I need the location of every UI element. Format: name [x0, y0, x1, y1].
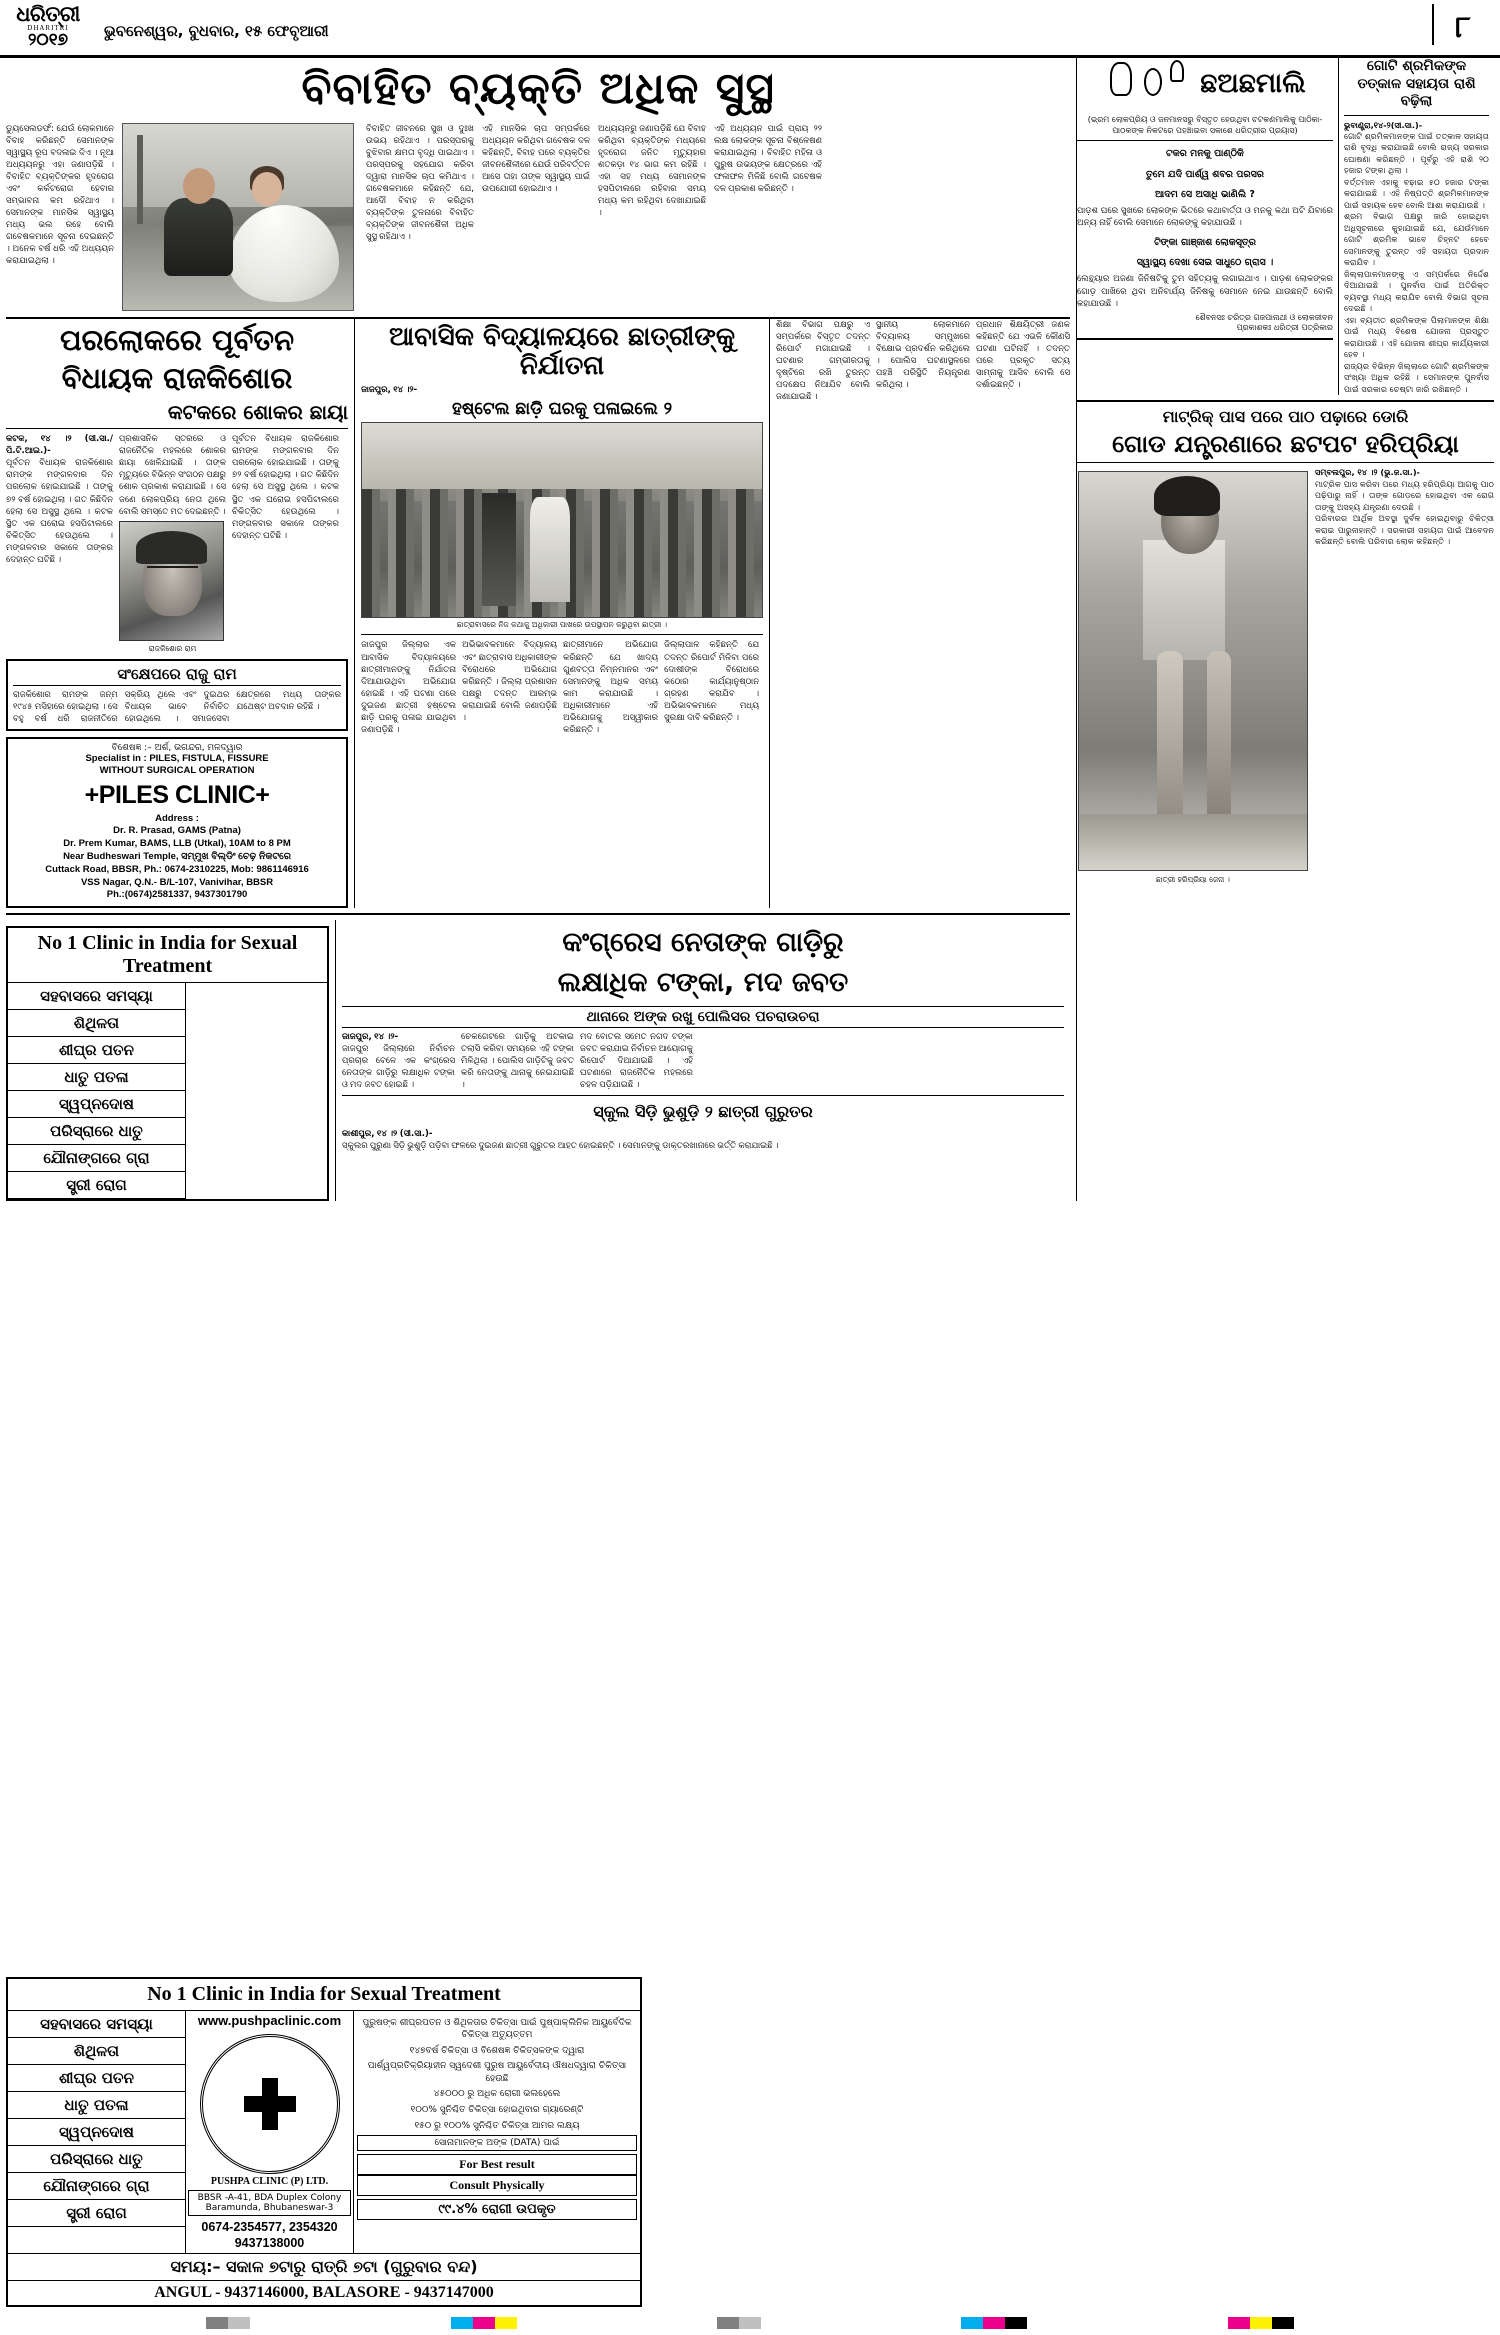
- colorbar-seg-cyan: [451, 2317, 473, 2329]
- story2-summary-box: [6, 659, 348, 731]
- cartoon-title: ଛଅଛମାଲି: [1200, 68, 1306, 99]
- right-news-dateline: ଭୁବାଣ୍ଡ୍ରା,୧୪-୨(ସୀ.ସା.)-: [1344, 119, 1423, 130]
- story5-headline-line2: ଲକ୍ଷାଧିକ ଟଙ୍କା, ମଦ ଜବତ: [557, 966, 849, 998]
- pushpa-phone2: 9437138000: [234, 2235, 305, 2250]
- story5-col2: ଚେକଗେଟରେ ଗାଡ଼ିକୁ ଅଟକାଇ ତଲାସି କରିବା ସମୟରେ ଏହି ଟଙ୍କା ମିଳିଥିଲା । ପୋଲିସ ଗାଡ଼ିଟିକୁ ଜବତ କରି ନେତାଙ୍କୁ ଥାନାକୁ ନେଇଯାଇଛି ।: [461, 1031, 574, 1090]
- story5-subheadline: ଥାନାରେ ଅଙ୍କ ରଖୁ ପୋଲିସର ପଚରାଉଚରା: [342, 1006, 1064, 1028]
- right-news-p6: ରାଜ୍ୟର ବିଭିନ୍ନ ଜିଲ୍ଲାରେ ଗୋଟି ଶ୍ରମିକଙ୍କ ସଂଖ୍ୟା ଅଧିକ ରହିଛି । ସେମାନଙ୍କ ପୁନର୍ବାସ ପାଇଁ ସରକାର ଚେଷ୍ଟା ଜାରି ରଖିଛନ୍ତି ।: [1344, 360, 1489, 394]
- story6-col1: ମାଟ୍ରିକ ପାସ କରିବା ପରେ ମଧ୍ୟ ହରିପ୍ରିୟା ଆଗକୁ ପାଠ ପଢ଼ିପାରୁ ନାହିଁ । ତାଙ୍କ ଗୋଡ଼ରେ ହୋଇଥିବା ଏକ ରୋଗ ତାଙ୍କୁ ଅସହ୍ୟ ଯନ୍ତ୍ରଣା ଦେଉଛି ।: [1315, 478, 1494, 512]
- color-registration-bar: [6, 2315, 1494, 2331]
- pushpa-main-service-1: ଶିଥିଳତା: [8, 2038, 185, 2065]
- bottom-block: [6, 920, 1070, 1201]
- piles-address-4: Cuttack Road, BBSR, Ph.: 0674-2310225, Mob: 9861146916: [45, 863, 309, 875]
- pushpa-note5: ୧୦୦% ସୁନିଶ୍ଚିତ ଚିକିତ୍ସା ହୋଇଥିବାର ଗ୍ୟାରେଣ୍ଟି: [410, 2105, 584, 2116]
- story6-dateline: ସମ୍ବଲପୁର, ୧୪ ।୨ (ଭୁ.ଜ.ସା.)-: [1315, 467, 1420, 478]
- story1-col5: ଏହି ଅଧ୍ୟୟନ ପାଇଁ ପ୍ରାୟ ୨୨ ଲକ୍ଷ ଲୋକଙ୍କ ସୂଚନା ବିଶ୍ଳେଷଣ କରାଯାଇଥିଲା । ବିବାହିତ ମହିଳା ଓ ପୁରୁଷ ଉଭୟଙ୍କ କ୍ଷେତ୍ରରେ ଏହି ଫଳାଫଳ ମିଳିଛି ବୋଲି ଗବେଷକ ଦଳ ପ୍ରକାଶ କରିଛନ୍ତି ।: [714, 123, 822, 194]
- story6-top-headline: ମାଟ୍ରିକ୍ ପାସ ପରେ ପାଠ ପଢ଼ାରେ ଡୋରି: [1162, 407, 1409, 427]
- pushpa-address: BBSR -A-41, BDA Duplex Colony Baramunda, Bhubaneswar-3: [188, 2190, 351, 2216]
- masthead-place-date: ଭୁବନେଶ୍ୱର, ବୁଧବାର, ୧୫ ଫେବୃଆରୀ: [104, 22, 329, 40]
- pushpa-timing: ସମୟ:– ସକାଳ ୭ଟାରୁ ରାତ୍ରି ୭ଟା (ଗୁରୁବାର ବନ୍ଦ): [8, 2253, 640, 2280]
- right-news-headline: ଗୋଟି ଶ୍ରମିକଙ୍କ ତତ୍କାଳ ସହାୟତା ରାଶି ବଢ଼ିଲା: [1357, 58, 1476, 109]
- piles-address-2: Dr. Prem Kumar, BAMS, LLB (Utkal), 10AM to 8 PM: [63, 838, 291, 850]
- pushpa-service-5: ପରିସ୍ରାରେ ଧାତୁ: [8, 1118, 185, 1145]
- main-column: [6, 58, 1076, 1201]
- story5-small-text: ସ୍କୁଲର ପୁରୁଣା ସିଡ଼ି ଭୁଶୁଡ଼ି ପଡ଼ିବା ଫଳରେ ଦୁଇଜଣ ଛାତ୍ରୀ ଗୁରୁତର ଆହତ ହୋଇଛନ୍ତି । ସେମାନଙ୍କୁ ଡାକ୍ତରଖାନାରେ ଭର୍ତ୍ତି କରାଯାଇଛି ।: [342, 1141, 779, 1152]
- pushpa-data-line: ସୋନାମାନଙ୍କ ଅଙ୍କ (DATA) ପାଇଁ: [357, 2135, 637, 2151]
- pushpa-note6: ୧୫୦ ରୁ ୧୦୦% ସୁନିଶ୍ଚିତ ଚିକିତ୍ସା ଆମର ଲକ୍ଷ୍ୟ: [414, 2120, 580, 2131]
- story2-box-text: ରାଜକିଶୋର ରାମଙ୍କ ଜନ୍ମ ୧୯୪୫ ମସିହାରେ ହୋଇଥିଲା । ସେ ବହୁ ବର୍ଷ ଧରି ରାଜନୀତିରେ ସକ୍ରିୟ ଥିଲେ ଏବଂ ଦୁଇଥର ବିଧାୟକ ଭାବେ ନିର୍ବାଚିତ ହୋଇଥିଲେ । ସମାଜସେବା କ୍ଷେତ୍ରରେ ମଧ୍ୟ ତାଙ୍କର ଯଥେଷ୍ଟ ଅବଦାନ ରହିଛି ।: [13, 689, 342, 724]
- logo-name: ଧରିତ୍ରୀ: [16, 2, 80, 26]
- masthead: [0, 0, 1500, 58]
- colorbar-seg-magenta3: [1228, 2317, 1250, 2329]
- cartoon-poem2-line2: ସ୍ୱାସ୍ଥ୍ୟ ଦେଖା ସେଇ ସାଧୁଠେ ଗ୍ରାସ ।: [1136, 257, 1274, 268]
- ad-pushpa-clinic[interactable]: [6, 926, 329, 1201]
- piles-specialist-en-1: Specialist in : PILES, FISTULA, FISSURE: [85, 752, 269, 764]
- cartoon-poem-line1: ଟକର ମନକୁ ପାଣ୍ଠିକି: [1166, 148, 1244, 160]
- right-news-p1: ଗୋଟି ଶ୍ରମିକମାନଙ୍କ ପାଇଁ ତତ୍କାଳ ସହାୟତା ରାଶି ବୃଦ୍ଧି କରାଯାଇଛି ବୋଲି ରାଜ୍ୟ ସରକାର ଘୋଷଣା କରିଛନ୍ତି । ପୂର୍ବରୁ ଏହି ରାଶି ୨୦ ହଜାର ଟଙ୍କା ଥିଲା ।: [1344, 130, 1489, 176]
- pushpa-note3: ପାର୍ଶ୍ୱପ୍ରତିକ୍ରିୟାହୀନ ସ୍ୱଦେଶୀ ପୁରୁଷ ଆୟୁର୍ବେଦୀୟ ଔଷଧଦ୍ୱାରା ଚିକିତ୍ସା ହେଉଛି: [367, 2061, 627, 2084]
- cartoon-body2: ଲେନ୍ଥ୍ୟାର ଅଜଣା ଜିନିଷଟିକୁ ତୁମ ସହିତ୍ୟକୁ ଲଗାଇଥାଏ । ପାଡ଼ଶ ଲୋକଙ୍କର ଗୋଡ଼ ପାଖିରେ ଥିବା ଅନିବାର୍ଯ୍ୟ ଜିନିଷକୁ ସେମାନେ ନେଇ ଯାଉଛନ୍ତି ବୋଲି କହାଯାଉଛି ।: [1077, 274, 1333, 309]
- story2-headline-line2: ବିଧାୟକ ରାଜକିଶୋର: [61, 361, 293, 396]
- pushpa-service-0: ସହବାସରେ ସମସ୍ୟା: [8, 983, 185, 1010]
- story-haripriya-leg-pain: [1077, 400, 1494, 885]
- cartoon-poem2-line1: ଟିଙ୍କା ଗାଞ୍ଜାଶ ଲୋକସୂତ୍ର: [1154, 236, 1256, 248]
- pushpa-seal-name: PUSHPA CLINIC (P) LTD.: [210, 2175, 329, 2187]
- pushpa-service-6: ଯୌନାଙ୍ଗରେ ଗ୍ରା: [8, 1145, 185, 1172]
- story2-col2: ପ୍ରଶାସନିକ ସ୍ତରରେ ଓ ରାଜନୈତିକ ମହଲରେ ଶୋକର ଛାୟା ଖେଳିଯାଇଛି । ତାଙ୍କ ମୃତ୍ୟୁରେ ବିଭିନ୍ନ ସଂଗଠନ ପକ୍ଷରୁ ଶୋକ ପ୍ରକାଶ କରାଯାଇଛି । ସେ ଜଣେ ଲୋକପ୍ରିୟ ନେତା ଥିଲେ ବୋଲି ସମସ୍ତେ ମତ ଦେଇଛନ୍ତି ।: [119, 434, 226, 517]
- column-chhaa-chhamali: [1077, 58, 1339, 395]
- colorbar-seg-magenta: [473, 2317, 495, 2329]
- pushpa-best-line2: Consult Physically: [357, 2175, 637, 2196]
- story2-subheadline: କଟକରେ ଶୋକର ଛାୟା: [167, 400, 349, 425]
- pushpa-main-service-4: ସ୍ୱପ୍ନଦୋଷ: [8, 2119, 185, 2146]
- pushpa-service-1: ଶିଥିଳତା: [8, 1010, 185, 1037]
- pushpa-service-4: ସ୍ୱପ୍ନଦୋଷ: [8, 1091, 185, 1118]
- story3-headline: ଆବାସିକ ବିଦ୍ୟାଳୟରେ ଛାତ୍ରୀଙ୍କୁ ନିର୍ଯାତନା: [388, 321, 736, 382]
- pushpa-main-service-2: ଶୀଘ୍ର ପତନ: [8, 2065, 185, 2092]
- pushpa-main-service-3: ଧାତୁ ପତଳା: [8, 2092, 185, 2119]
- story-married-people-healthier: [6, 64, 1070, 319]
- story4-col2: ସ୍ଥାନୀୟ ଲୋକମାନେ ବିଦ୍ୟାଳୟ ସମ୍ମୁଖରେ ବିକ୍ଷୋଭ ପ୍ରଦର୍ଶନ କରିଥିଲେ । ପୋଲିସ ଘଟଣାସ୍ଥଳରେ ପହଞ୍ଚି ପରିସ୍ଥିତି ନିୟନ୍ତ୍ରଣ କରିଥିଲା ।: [876, 319, 970, 390]
- right-news-p5: ଏହା ବ୍ୟତୀତ ଶ୍ରମିକଙ୍କ ପିଲାମାନଙ୍କ ଶିକ୍ଷା ପାଇଁ ମଧ୍ୟ ବିଶେଷ ଯୋଜନା ପ୍ରସ୍ତୁତ କରାଯାଉଛି । ଏହି ଯୋଜନା ଶୀଘ୍ର କାର୍ଯ୍ୟକାରୀ ହେବ ।: [1344, 314, 1489, 360]
- pushpa-percent: ୯୯.୪% ରୋଗୀ ଉପକୃତ: [357, 2199, 637, 2220]
- medical-cross-icon: [244, 2078, 296, 2130]
- cartoon-poem-line3: ଆଦମ ସେ ଅସାଧି ଭାଣିଲି ?: [1155, 188, 1255, 200]
- story1-col2: ବିବାହିତ ଜୀବନରେ ସୁଖ ଓ ଦୁଃଖ ଉଭୟ ରହିଥାଏ । ପରସ୍ପରକୁ ବୁଝିବାର କ୍ଷମତା ବୃଦ୍ଧି ପାଇଥାଏ । ପରସ୍ପରକୁ ସହଯୋଗ କରିବା ଦ୍ୱାରା ମାନସିକ ଚାପ କମିଥାଏ । ଗବେଷକମାନେ କହିଛନ୍ତି ଯେ, ଆଦୌ ବିବାହ ନ କରିଥିବା ବ୍ୟକ୍ତିଙ୍କ ତୁଳନାରେ ବିବାହିତ ବ୍ୟକ୍ତିଙ୍କ ଜୀବନଶୈଳୀ ଅଧିକ ସୁସ୍ଥ ରହିଥାଏ ।: [366, 123, 474, 243]
- pushpa-main-service-6: ଯୌନାଙ୍ଗରେ ଗ୍ରା: [8, 2173, 185, 2200]
- story2-dateline: କଟକ, ୧୪ ।୨ (ସୀ.ସା./ପି.ଟି.ଆଇ.)-: [6, 434, 113, 457]
- pushpa-services-main: [8, 2011, 186, 2254]
- piles-specialist-en-2: WITHOUT SURGICAL OPERATION: [99, 765, 255, 777]
- right-news-p4: ଜିଲ୍ଲାପାଳମାନଙ୍କୁ ଏ ସମ୍ପର୍କରେ ନିର୍ଦ୍ଦେଶ ଦିଆଯାଇଛି । ପୁନର୍ବାସ ପାଇଁ ଅତିରିକ୍ତ ବ୍ୟବସ୍ଥା ମଧ୍ୟ କରାଯିବ ବୋଲି ବିଭାଗ ସୂଚନା ଦେଇଛି ।: [1344, 268, 1489, 314]
- story5-dateline: ଜାଜପୁର, ୧୪ ।୨-: [342, 1031, 399, 1042]
- pushpa-phone1: 0674-2354577, 2354320: [201, 2219, 338, 2234]
- story5-headline-line1: କଂଗ୍ରେସ ନେତାଙ୍କ ଗାଡ଼ିରୁ: [562, 927, 844, 959]
- cartoon-credit1: ଶୈବନସଃ ଚରିତ୍ର ଗଜପାନାଥୀ ଓ ଲୋକଜୀବନ: [1195, 313, 1333, 323]
- pushpa-services-list: [8, 983, 186, 1199]
- story3-col3: ଛାତ୍ରୀମାନେ ଅଭିଯୋଗ କରିଛନ୍ତି ଯେ ଖାଦ୍ୟ ଗୁଣବତ୍ତା ନିମ୍ନମାନର ଏବଂ ସେମାନଙ୍କୁ ଅଧିକ ସମୟ କାମ କରାଯାଉଛି । ଅଧିକାରୀମାନେ ଏହି ଅଭିଯୋଗକୁ ଅସ୍ୱୀକାର କରିଛନ୍ତି ।: [563, 640, 659, 735]
- ad-piles-clinic[interactable]: [6, 737, 348, 908]
- story3-photo-hostel-students: [361, 422, 763, 618]
- cartoon-illustration: [1104, 58, 1194, 110]
- story3-dateline: ଜାଜପୁର, ୧୪ ।୨-: [361, 385, 418, 396]
- story1-photo-wedding-couple: [122, 123, 354, 311]
- page-body: [0, 58, 1500, 1201]
- logo-year: ୨୦୧୭: [27, 30, 69, 50]
- middle-block: [6, 319, 1070, 909]
- piles-specialist-odia: ବିଶେଷଜ୍ଞ :– ଅର୍ଶ, ଭଗନ୍ଦର, ମଳଦ୍ୱାର: [111, 742, 243, 753]
- colorbar-seg-gray2: [228, 2317, 250, 2329]
- story6-main-headline: ଗୋଡ ଯନ୍ତ୍ରଣାରେ ଛଟପଟ ହରିପ୍ରିୟା: [1112, 430, 1459, 459]
- colorbar-seg-cyan2: [961, 2317, 983, 2329]
- story-bonded-labour-aid: [1339, 58, 1489, 395]
- story2-portrait-photo: [119, 521, 224, 641]
- story2-col3: ପୂର୍ବତନ ବିଧାୟକ ରାଜକିଶୋର ରାମଙ୍କ ମଙ୍ଗଳବାର ଦିନ ପରଲୋକ ହୋଇଯାଇଛି । ତାଙ୍କୁ ୭୨ ବର୍ଷ ହୋଇଥିଲା । ଗତ କିଛିଦିନ ହେଲା ସେ ଅସୁସ୍ଥ ଥିଲେ । କଟକ ସ୍ଥିତ ଏକ ଘରୋଇ ହସପିଟାଲରେ ଚିକିତ୍ସିତ ହେଉଥିଲେ । ମଙ୍ଗଳବାର ସକାଳେ ତାଙ୍କର ଦେହାନ୍ତ ଘଟିଛି ।: [232, 434, 339, 541]
- colorbar-seg-gray4: [739, 2317, 761, 2329]
- story4-col3: ପ୍ରଧାନ ଶିକ୍ଷୟିତ୍ରୀ ଜଣକ କହିଛନ୍ତି ଯେ ଏଭଳି କୌଣସି ଘଟଣା ଘଟିନାହିଁ । ତଦନ୍ତ ପରେ ପ୍ରକୃତ ସତ୍ୟ ସାମ୍ନାକୁ ଆସିବ ବୋଲି ସେ ଦର୍ଶାଇଛନ୍ତି ।: [976, 319, 1070, 390]
- story6-photo-caption: ଛାତ୍ରୀ ହରିପ୍ରିୟା ଜେନା ।: [1156, 875, 1230, 885]
- cartoon-note: (ଭ୍ରମ ଲୋକପ୍ରିୟ ଓ ଜନମାନସରୁ ବିସ୍ତୃତ ହେଉଥିବା ଚଟକଣମାଲିକୁ ପାଠିକା-ପାଠକଙ୍କ ନିକଟରେ ପହଞ୍ଚାଇବା ସକାଶେ ଧରିତ୍ରୀର ପ୍ରୟାସ): [1087, 115, 1323, 136]
- colorbar-seg-black: [1005, 2317, 1027, 2329]
- story5-col3: ମଦ ବୋତଲ ସମେତ ନଗଦ ଟଙ୍କା ଜବତ କରାଯାଇ ନିର୍ବାଚନ ଆୟୋଗକୁ ରିପୋର୍ଟ ଦିଆଯାଇଛି । ଏହି ଘଟଣାରେ ରାଜନୈତିକ ମହଲରେ ଚହଳ ପଡ଼ିଯାଇଛି ।: [580, 1031, 693, 1090]
- story1-col1: ଡ୍ୟୁସେଲଡର୍ଫ: ଯେଉଁ ଲୋକମାନେ ବିବାହ କରିଛନ୍ତି ସେମାନଙ୍କ ସ୍ୱାସ୍ଥ୍ୟ ରୂପ ବଦଳାଇ ଦିଏ । ନୂଆ ଅଧ୍ୟୟନରୁ ଏହା ଜଣାପଡ଼ିଛି । ବିବାହିତ ବ୍ୟକ୍ତିଙ୍କର ହୃଦରୋଗ ଏବଂ କର୍କଟରୋଗ ହେବାର ସମ୍ଭାବନା କମ ରହିଥାଏ । ସେମାନଙ୍କ ମାନସିକ ସ୍ୱାସ୍ଥ୍ୟ ମଧ୍ୟ ଭଲ ରହେ ବୋଲି ଗବେଷକମାନେ ସୂଚନା ଦେଇଛନ୍ତି । ଅନେକ ବର୍ଷ ଧରି ଏହି ଅଧ୍ୟୟନ କରାଯାଇଥିଲା ।: [6, 123, 114, 267]
- piles-address-1: Dr. R. Prasad, GAMS (Patna): [113, 825, 241, 837]
- story2-col1: ପୂର୍ବତନ ବିଧାୟକ ରାଜକିଶୋର ରାମଙ୍କ ମଙ୍ଗଳବାର ଦିନ ପରଲୋକ ହୋଇଯାଇଛି । ତାଙ୍କୁ ୭୨ ବର୍ଷ ହୋଇଥିଲା । ଗତ କିଛିଦିନ ହେଲା ସେ ଅସୁସ୍ଥ ଥିଲେ । କଟକ ସ୍ଥିତ ଏକ ଘରୋଇ ହସପିଟାଲରେ ଚିକିତ୍ସିତ ହେଉଥିଲେ । ମଙ୍ଗଳବାର ସକାଳେ ତାଙ୍କର ଦେହାନ୍ତ ଘଟିଛି ।: [6, 458, 113, 565]
- pushpa-service-3: ଧାତୁ ପତଳା: [8, 1064, 185, 1091]
- page-number: ୮: [1432, 4, 1492, 45]
- story2-photo-caption: ରାଜକିଶୋର ରାମ: [148, 643, 197, 653]
- newspaper-logo: [8, 4, 88, 49]
- story1-col4: ଅଧ୍ୟୟନରୁ ଜଣାପଡ଼ିଛି ଯେ ବିବାହ କରିଥିବା ବ୍ୟକ୍ତିଙ୍କ ମଧ୍ୟରେ ହୃଦରୋଗ ଜନିତ ମୃତ୍ୟୁହାର ଶତକଡ଼ା ୧୪ ଭାଗ କମ ରହିଛି । ଏହା ସହ ମଧ୍ୟ ସେମାନଙ୍କ ହସପିଟାଲରେ ରହିବାର ସମୟ ମଧ୍ୟ କମ ରହିଥିବା ଦେଖାଯାଇଛି ।: [598, 123, 706, 219]
- story3-col2: ଅଭିଭାବକମାନେ ବିଦ୍ୟାଳୟ ଏବଂ ଛାତ୍ରାବାସ ଅଧିକାରୀଙ୍କ ବିରୋଧରେ ଅଭିଯୋଗ କରିଛନ୍ତି । ଜିଲ୍ଲା ପ୍ରଶାସନ ପକ୍ଷରୁ ତଦନ୍ତ ଆରମ୍ଭ କରାଯାଇଛି ବୋଲି ଜଣାପଡ଼ିଛି ।: [462, 640, 558, 723]
- right-news-p3: ଶ୍ରମ ବିଭାଗ ପକ୍ଷରୁ ଜାରି ହୋଇଥିବା ଅଧିସୂଚନାରେ କୁହାଯାଇଛି ଯେ, ଯେଉଁମାନେ ଗୋଟି ଶ୍ରମିକ ଭାବେ ଚିହ୍ନଟ ହେବେ ସେମାନଙ୍କୁ ତୁରନ୍ତ ଏହି ସହାୟତା ପ୍ରଦାନ କରାଯିବ ।: [1344, 211, 1489, 268]
- story3-photo-caption: ଛାତ୍ରାବାସରେ ନିଜ କଥାକୁ ଅଧିକାରୀ ପାଖରେ ଉପସ୍ଥାପନ କରୁଥିବା ଛାତ୍ରୀ ।: [457, 620, 668, 630]
- pushpa-seal-logo: [200, 2034, 340, 2174]
- piles-address-5: VSS Nagar, Q.N.- B/L-107, Vanivihar, BBSR: [80, 876, 274, 888]
- story-congress-leader-cash-seized: [342, 926, 1064, 1152]
- right-news-p2: ବର୍ତ୍ତମାନ ଏହାକୁ ବଢ଼ାଇ ୫୦ ହଜାର ଟଙ୍କା କରାଯାଇଛି । ଏହି ନିଷ୍ପତ୍ତି ଶ୍ରମିକମାନଙ୍କ ପାଇଁ ସହାୟକ ହେବ ବୋଲି ଆଶା କରାଯାଉଛି ।: [1344, 176, 1489, 210]
- pushpa-note4: ୪୫୦୦୦ ରୁ ଅଧିକ ରୋଗୀ ଭଲହେଲେ: [433, 2089, 561, 2100]
- pushpa-title: No 1 Clinic in India for Sexual Treatment: [8, 928, 327, 983]
- colorbar-seg-gray1: [206, 2317, 228, 2329]
- ad-column-left: [6, 920, 336, 1201]
- pushpa-website[interactable]: www.pushpaclinic.com: [197, 2012, 342, 2028]
- colorbar-seg-yellow2: [1250, 2317, 1272, 2329]
- cartoon-poem-line2: ତୁମେ ଯଦି ପାର୍ଶ୍ୱ ଶବର ପରସର: [1145, 168, 1265, 180]
- colorbar-seg-magenta2: [983, 2317, 1005, 2329]
- story3-col4: ଜିଲ୍ଲାପାଳ କହିଛନ୍ତି ଯେ ତଦନ୍ତ ରିପୋର୍ଟ ମିଳିବା ପରେ ଦୋଷୀଙ୍କ ବିରୋଧରେ କଠୋର କାର୍ଯ୍ୟାନୁଷ୍ଠାନ ଗ୍ରହଣ କରାଯିବ । ଅଭିଭାବକମାନେ ମଧ୍ୟ ସୁରକ୍ଷା ଦାବି କରିଛନ୍ତି ।: [664, 640, 760, 723]
- story3-col1: ଜାଜପୁର ଜିଲ୍ଲାର ଏକ ଆବାସିକ ବିଦ୍ୟାଳୟରେ ଛାତ୍ରୀମାନଙ୍କୁ ନିର୍ଯାତନା ଦିଆଯାଉଥିବା ଅଭିଯୋଗ ହୋଇଛି । ଏହି ଘଟଣା ପରେ ଦୁଇଜଣ ଛାତ୍ରୀ ହଷ୍ଟେଲ ଛାଡ଼ି ଘରକୁ ପଳାଇ ଯାଇଥିବା ଜଣାପଡ଼ିଛି ।: [361, 640, 457, 735]
- story6-col2: ପରିବାରର ଆର୍ଥିକ ଅବସ୍ଥା ଦୁର୍ବଳ ହୋଇଥିବାରୁ ଚିକିତ୍ସା କରାଇ ପାରୁନାହାନ୍ତି । ସରକାରୀ ସହାୟତା ପାଇଁ ଆବେଦନ କରିଛନ୍ତି ବୋଲି ପରିବାର ଲୋକ କହିଛନ୍ତି ।: [1315, 513, 1494, 547]
- cartoon-body1: ପାଡ଼ଶ ଘରେ ସୁଖରେ ଲୋକଙ୍କ ଭିତରେ କଥାବାର୍ତ୍ତା ଓ ମନକୁ କଥା ଅଟି ଯିବାରେ ଅନ୍ୟ ନାହିଁ ବୋଲି ସେମାନେ ଲୋକଙ୍କୁ କହାଯାଉଛି ।: [1077, 206, 1333, 229]
- colorbar-seg-gray3: [717, 2317, 739, 2329]
- pushpa-branches: ANGUL - 9437146000, BALASORE - 9437147000: [8, 2280, 640, 2305]
- story5-small-dateline: କାଶୀପୁର, ୧୪ ।୨ (ସୀ.ସା.)-: [342, 1129, 433, 1139]
- ad-pushpa-full[interactable]: [6, 1971, 642, 2308]
- right-column: [1076, 58, 1494, 1201]
- piles-address-3: Near Budheswari Temple, ସମ୍ମୁଖ ବିଲ୍ଡିଂ ଚେଢ଼ ନିକଟରେ: [63, 850, 291, 862]
- pushpa-main-service-7: ସ୍ତ୍ରୀ ରୋଗ: [8, 2200, 185, 2227]
- pushpa-note1: ପୁରୁଷଙ୍କ ଶୀଘ୍ରପତନ ଓ ଶିଥିଳତାର ଚିକିତ୍ସା ପାଇଁ ପୁଷ୍ପାକ୍ଲିନିକ ଆୟୁର୍ବେଦିକ ଚିକିତ୍ସା ଅତ୍ୟୁତ୍ତମ: [362, 2017, 632, 2041]
- story-former-mla-obituary: [6, 319, 355, 909]
- piles-brand: +PILES CLINIC+: [84, 780, 270, 809]
- logo-subtitle: DHARITRI: [27, 24, 69, 32]
- colorbar-seg-black2: [1272, 2317, 1294, 2329]
- story5-wrap: [336, 920, 1070, 1201]
- story6-photo-girl: [1078, 471, 1308, 871]
- colorbar-seg-yellow: [495, 2317, 517, 2329]
- story4-col1: ଶିକ୍ଷା ବିଭାଗ ପକ୍ଷରୁ ଏ ସମ୍ପର୍କରେ ବିସ୍ତୃତ ତଦନ୍ତ ରିପୋର୍ଟ ମଗାଯାଇଛି । ଘଟଣାର ଗମ୍ଭୀରତାକୁ ଦୃଷ୍ଟିରେ ରଖି ତୁରନ୍ତ ପଦକ୍ଷେପ ନିଆଯିବ ବୋଲି ଜଣାଯାଇଛି ।: [776, 319, 870, 402]
- story3-subheadline: ହଷ୍ଟେଲ ଛାଡ଼ି ଘରକୁ ପଳାଇଲେ ୨: [451, 399, 673, 420]
- story1-col3: ଏହି ମାନସିକ ଚାପ ସମ୍ପର୍କରେ ଅଧ୍ୟୟନ କରିଥିବା ଗବେଷକ ଦଳ କହିଛନ୍ତି, ବିବାହ ପରେ ବ୍ୟକ୍ତିର ଜୀବନଶୈଳୀରେ ଯେଉଁ ପରିବର୍ତ୍ତନ ଆସେ ତାହା ତାଙ୍କ ସ୍ୱାସ୍ଥ୍ୟ ପାଇଁ ଉପଯୋଗୀ ହୋଇଥାଏ ।: [482, 123, 590, 194]
- pushpa-title-main: No 1 Clinic in India for Sexual Treatment: [8, 1979, 640, 2011]
- story5-col1: ଜାଜପୁର ଜିଲ୍ଲାରେ ନିର୍ବାଚନ ପ୍ରଚାର ବେଳେ ଏକ କଂଗ୍ରେସ ନେତାଙ୍କ ଗାଡ଼ିରୁ ଲକ୍ଷାଧିକ ଟଙ୍କା ଓ ମଦ ଜବତ ହୋଇଛି ।: [342, 1043, 455, 1090]
- pushpa-main-service-0: ସହବାସରେ ସମସ୍ୟା: [8, 2011, 185, 2038]
- story1-headline: ବିବାହିତ ବ୍ୟକ୍ତି ଅଧିକ ସୁସ୍ଥ: [301, 63, 775, 114]
- piles-address-label: Address :: [155, 812, 199, 824]
- story-hostel-harassment: [355, 319, 770, 909]
- story2-box-title: ସଂକ୍ଷେପରେ ରାଜୁ ରାମ: [13, 665, 341, 686]
- pushpa-service-7: ସ୍ତ୍ରୀ ରୋଗ: [8, 1172, 185, 1199]
- pushpa-service-2: ଶୀଘ୍ର ପତନ: [8, 1037, 185, 1064]
- cartoon-credit2: ପ୍ରକାଶକଃ ଧରିତ୍ରୀ ପତ୍ରିକାର: [1236, 323, 1333, 333]
- piles-phone: Ph.:(0674)2581337, 9437301790: [106, 889, 248, 901]
- pushpa-notes-block: [354, 2011, 640, 2254]
- pushpa-best-line1: For Best result: [357, 2154, 637, 2175]
- story5-small-headline: ସ୍କୁଲ ସିଡ଼ି ଭୁଶୁଡ଼ି ୨ ଛାତ୍ରୀ ଗୁରୁତର: [593, 1102, 813, 1121]
- pushpa-note2: ୧୪୭ବର୍ଷ ଚିକିତ୍ସା ଓ ବିଶେଷଜ୍ଞ ଚିକିତ୍ସକଙ୍କ ଦ୍ୱାରା: [409, 2045, 585, 2056]
- story-hostel-continuation: [770, 319, 1070, 909]
- pushpa-seal-block: [186, 2011, 354, 2254]
- story2-headline-line1: ପରଲୋକରେ ପୂର୍ବତନ: [59, 322, 295, 357]
- pushpa-main-service-5: ପରିସ୍ରାରେ ଧାତୁ: [8, 2146, 185, 2173]
